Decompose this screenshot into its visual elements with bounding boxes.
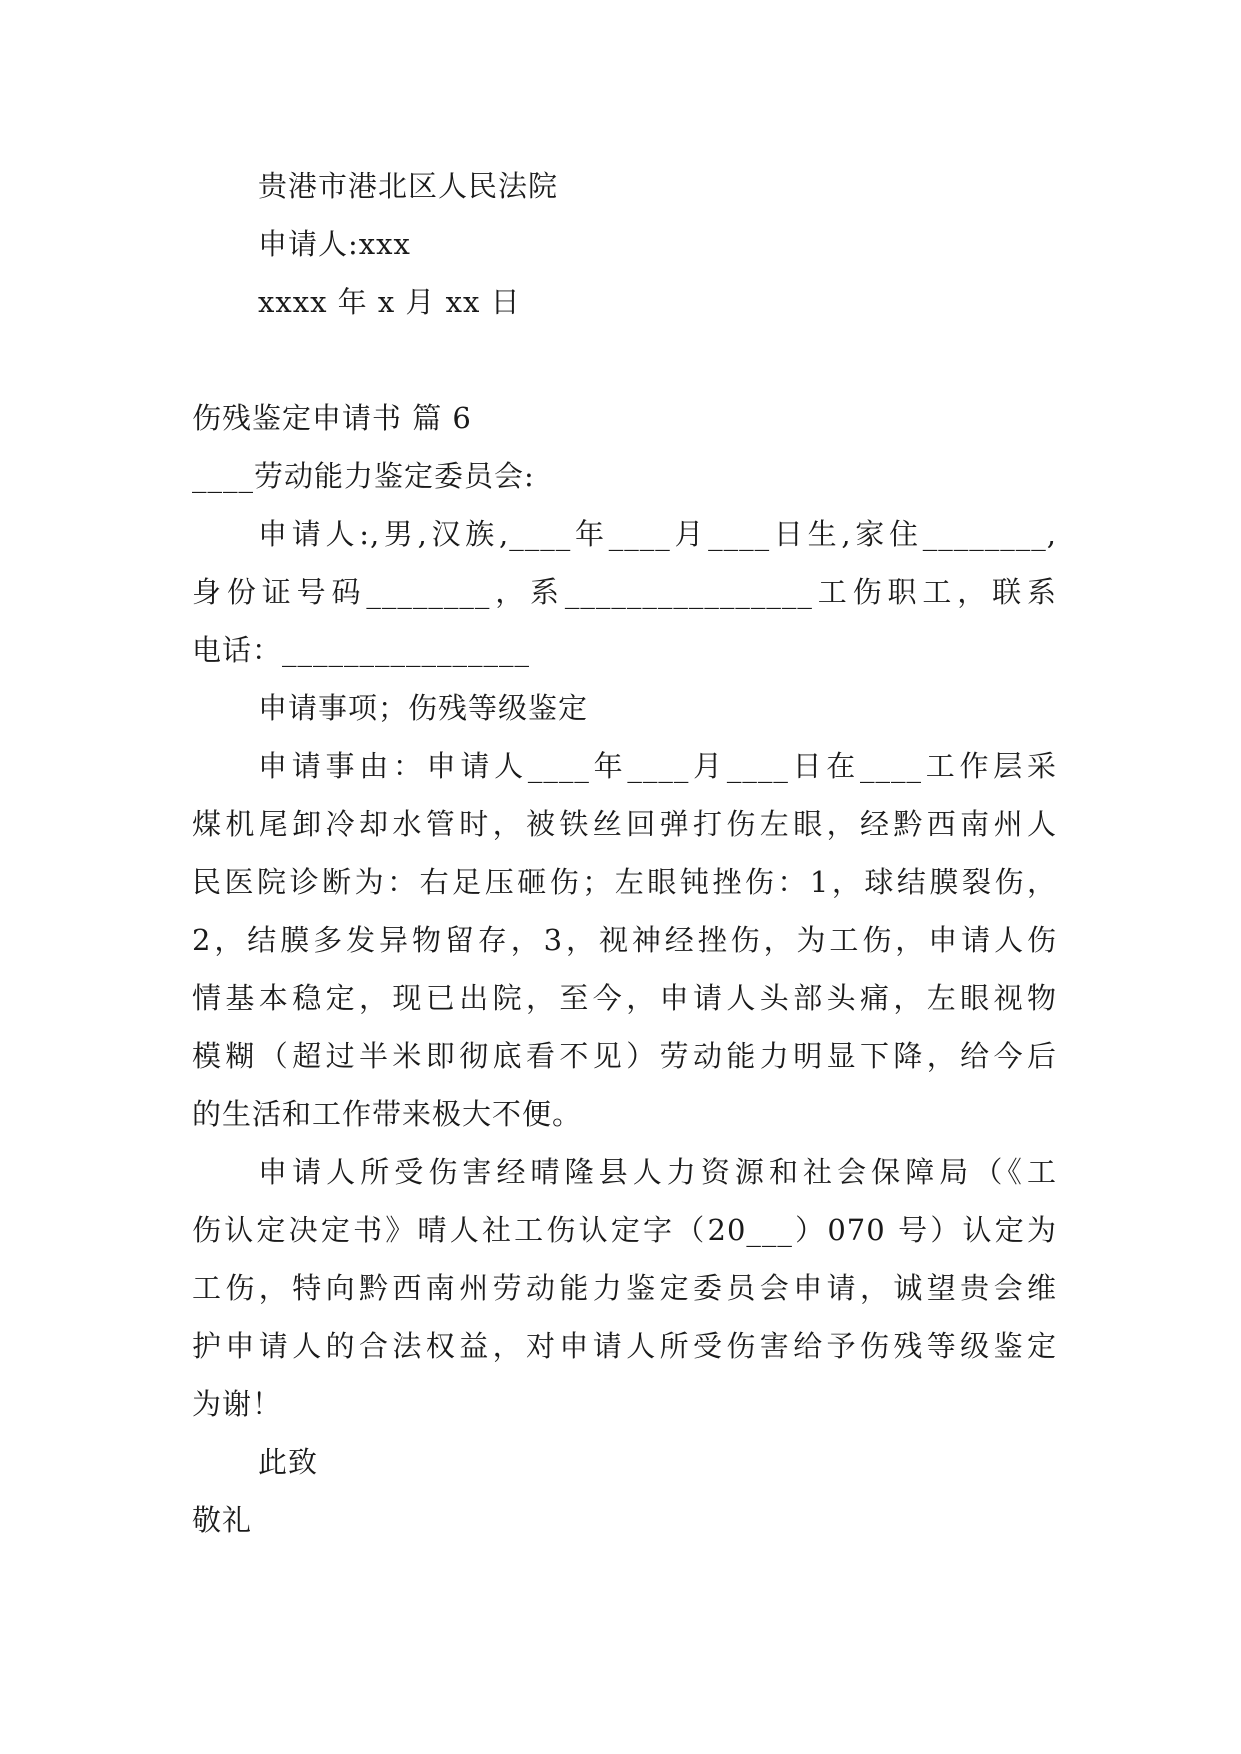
paragraph-line: 申请人所受伤害经晴隆县人力资源和社会保障局（《工: [258, 1155, 1057, 1189]
paragraph-line: 的生活和工作带来极大不便。: [192, 1097, 583, 1131]
paragraph-line: 伤认定决定书》晴人社工伤认定字（20___）070 号）认定为: [192, 1213, 1057, 1247]
paragraph-line: 申请事由：申请人____年____月____日在____工作层采: [258, 749, 1057, 783]
paragraph-line: 民医院诊断为：右足压砸伤；左眼钝挫伤：1，球结膜裂伤，: [192, 865, 1057, 899]
paragraph-line: 护申请人的合法权益，对申请人所受伤害给予伤残等级鉴定: [192, 1329, 1057, 1363]
section-title: 伤残鉴定申请书 篇 6: [192, 401, 472, 435]
paragraph-line: 工伤，特向黔西南州劳动能力鉴定委员会申请，诚望贵会维: [192, 1271, 1057, 1305]
paragraph-line: 为谢！: [192, 1387, 283, 1421]
request-item: 申请事项；伤残等级鉴定: [258, 691, 589, 725]
paragraph-line: 模糊（超过半米即彻底看不见）劳动能力明显下降，给今后: [192, 1039, 1057, 1073]
paragraph-line: 电话：________________: [192, 633, 531, 667]
paragraph-line: 身份证号码________，系________________工伤职工，联系: [192, 575, 1057, 609]
paragraph-line: 煤机尾卸冷却水管时，被铁丝回弹打伤左眼，经黔西南州人: [192, 807, 1057, 841]
paragraph-line: 申请人:,男,汉族,____年____月____日生,家住________,: [258, 517, 1057, 551]
date-line: xxxx 年 x 月 xx 日: [258, 285, 521, 319]
applicant-line: 申请人:xxx: [258, 227, 411, 261]
addressee: ____劳动能力鉴定委员会:: [192, 459, 535, 493]
paragraph-line: 2，结膜多发异物留存，3，视神经挫伤，为工伤，申请人伤: [192, 923, 1057, 957]
paragraph-line: 情基本稳定，现已出院，至今，申请人头部头痛，左眼视物: [192, 981, 1057, 1015]
closing-regards: 敬礼: [192, 1503, 253, 1537]
court-name: 贵港市港北区人民法院: [258, 169, 559, 203]
closing-salutation: 此致: [258, 1445, 319, 1479]
